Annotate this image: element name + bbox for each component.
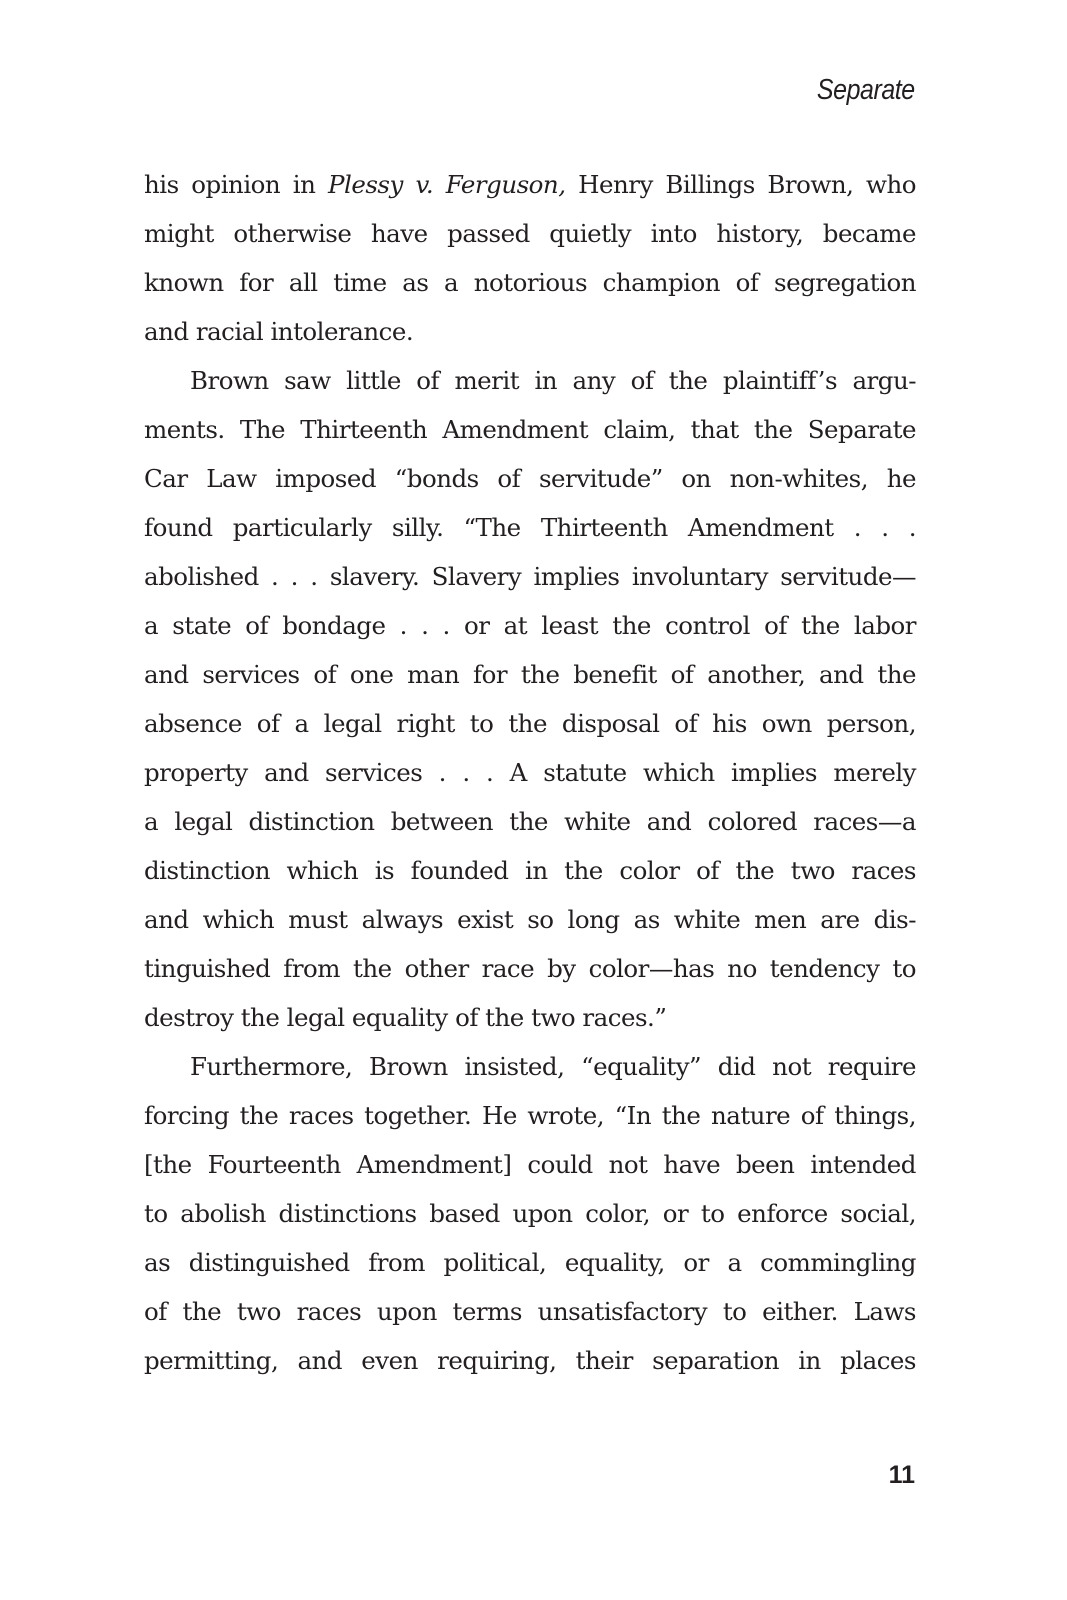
text-line: Furthermore, Brown insisted, “equality” did not require	[190, 1052, 916, 1081]
text-line: tinguished from the other race by color—has no tendency to	[144, 954, 916, 983]
text-line: and racial intolerance.	[144, 317, 414, 346]
text-line: and services of one man for the benefit of another, and the	[144, 660, 916, 689]
text-line: [the Fourteenth Amendment] could not have been intended	[144, 1150, 916, 1179]
text-line: known for all time as a notorious champion of segregation	[144, 268, 916, 297]
text-line: to abolish distinctions based upon color, or to enforce social,	[144, 1199, 916, 1228]
text-line: and which must always exist so long as white men are dis-	[144, 905, 916, 934]
text-line: as distinguished from political, equality, or a commingling	[144, 1248, 916, 1277]
case-name-italic: Plessy v. Ferguson,	[328, 170, 566, 199]
body-text	[144, 160, 916, 1385]
text-line: absence of a legal right to the disposal of his own person,	[144, 709, 916, 738]
text-line: a legal distinction between the white and colored races—a	[144, 807, 916, 836]
text-line: might otherwise have passed quietly into history, became	[144, 219, 916, 248]
text-line: found particularly silly. “The Thirteenth Amendment . . .	[144, 513, 916, 542]
text-line: permitting, and even requiring, their separation in places	[144, 1346, 916, 1375]
text-line: property and services . . . A statute which implies merely	[144, 758, 916, 787]
text-line: destroy the legal equality of the two races.”	[144, 1003, 667, 1032]
text-line: distinction which is founded in the color of the two races	[144, 856, 916, 885]
running-head: Separate	[817, 74, 915, 106]
text-line: abolished . . . slavery. Slavery implies involuntary servitude—	[144, 562, 916, 591]
text-line: a state of bondage . . . or at least the control of the labor	[144, 611, 916, 640]
text-line: Car Law imposed “bonds of servitude” on non-whites, he	[144, 464, 916, 493]
text-line: of the two races upon terms unsatisfactory to either. Laws	[144, 1297, 916, 1326]
text-line: forcing the races together. He wrote, “In the nature of things,	[144, 1101, 916, 1130]
page-number: 11	[888, 1461, 915, 1489]
text-line: Brown saw little of merit in any of the plaintiff’s argu-	[190, 366, 916, 395]
text-line: ments. The Thirteenth Amendment claim, that the Separate	[144, 415, 916, 444]
text-line: his opinion in Plessy v. Ferguson, Henry Billings Brown, who	[144, 170, 916, 199]
